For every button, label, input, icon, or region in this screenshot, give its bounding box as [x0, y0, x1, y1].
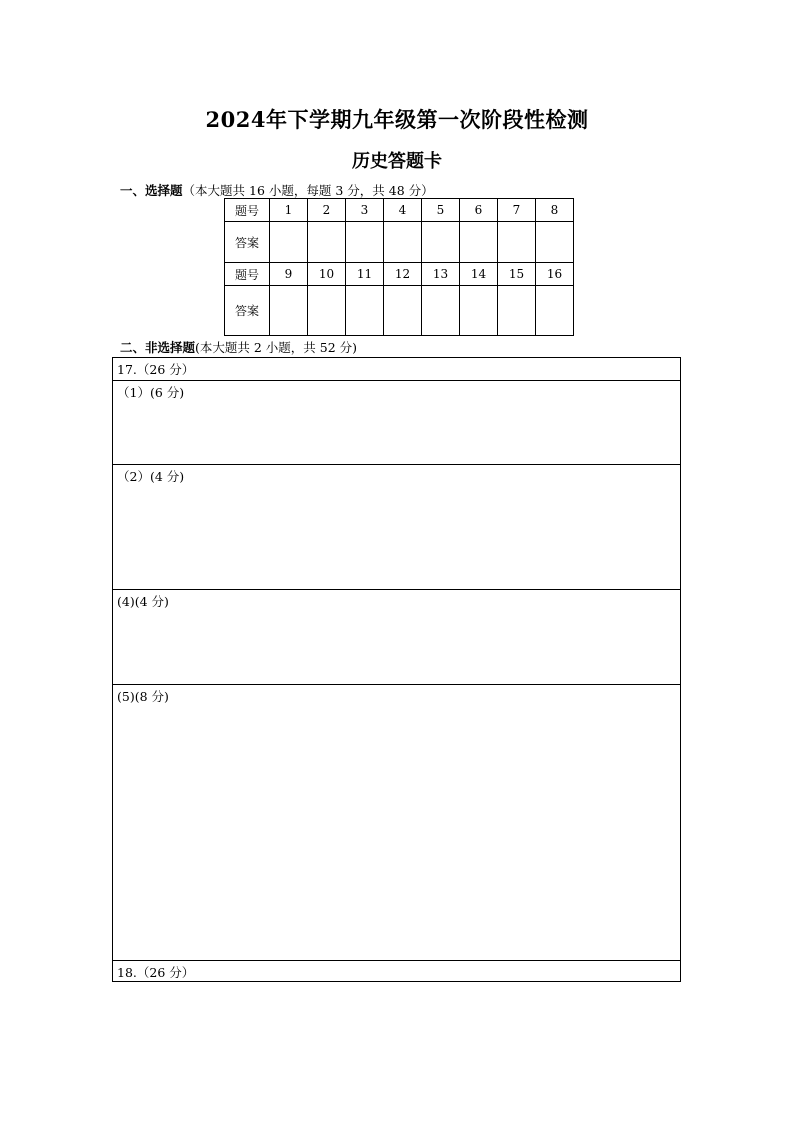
answer-cell[interactable]: [460, 222, 498, 263]
section2-heading: 二、非选择题: [120, 340, 196, 355]
question-number: 2: [308, 199, 346, 222]
question-number: 11: [346, 263, 384, 286]
question-number: 12: [384, 263, 422, 286]
question-number: 7: [498, 199, 536, 222]
question-18-header: 18.（26 分）: [113, 960, 680, 981]
question-number: 8: [536, 199, 574, 222]
question-number: 14: [460, 263, 498, 286]
answer-grid: [224, 198, 574, 336]
question-number-row: [225, 263, 574, 286]
answer-cell[interactable]: [384, 286, 422, 336]
answer-cell[interactable]: [308, 286, 346, 336]
question-number-row: [225, 199, 574, 222]
question-number: 6: [460, 199, 498, 222]
question-number: 1: [270, 199, 308, 222]
question-number: 5: [422, 199, 460, 222]
section1-heading-line: [120, 181, 434, 199]
page-subtitle: 历史答题卡: [352, 151, 442, 172]
section1-heading: 一、选择题: [120, 183, 183, 198]
answer-label: 答案: [225, 286, 270, 336]
section2-note: (本大题共 2 小题，共 52 分): [195, 340, 358, 355]
answer-cell[interactable]: [498, 286, 536, 336]
answer-cell[interactable]: [346, 222, 384, 263]
answer-row: [225, 222, 574, 263]
answer-area-17-2[interactable]: （2）(4 分): [113, 464, 680, 589]
question-number: 4: [384, 199, 422, 222]
answer-cell[interactable]: [346, 286, 384, 336]
answer-area-17-1[interactable]: （1）(6 分): [113, 380, 680, 464]
answer-cell[interactable]: [308, 222, 346, 263]
question-number: 3: [346, 199, 384, 222]
question-number: 10: [308, 263, 346, 286]
answer-box: [112, 357, 681, 982]
question-number: 16: [536, 263, 574, 286]
answer-cell[interactable]: [422, 222, 460, 263]
number-label: 题号: [225, 199, 270, 222]
answer-cell[interactable]: [536, 222, 574, 263]
section1-note: （本大题共 16 小题，每题 3 分，共 48 分）: [182, 183, 434, 198]
answer-area-17-5[interactable]: (5)(8 分): [113, 684, 680, 960]
answer-row: [225, 286, 574, 336]
answer-cell[interactable]: [460, 286, 498, 336]
question-number: 9: [270, 263, 308, 286]
question-17-header: 17.（26 分）: [117, 362, 195, 377]
number-label: 题号: [225, 263, 270, 286]
answer-cell[interactable]: [498, 222, 536, 263]
answer-cell[interactable]: [270, 286, 308, 336]
answer-cell[interactable]: [422, 286, 460, 336]
answer-cell[interactable]: [270, 222, 308, 263]
page-title: 2024年下学期九年级第一次阶段性检测: [205, 107, 589, 132]
answer-cell[interactable]: [384, 222, 422, 263]
answer-label: 答案: [225, 222, 270, 263]
section2-heading-line: [120, 338, 357, 356]
answer-cell[interactable]: [536, 286, 574, 336]
question-number: 13: [422, 263, 460, 286]
answer-area-17-4[interactable]: (4)(4 分): [113, 589, 680, 684]
question-number: 15: [498, 263, 536, 286]
